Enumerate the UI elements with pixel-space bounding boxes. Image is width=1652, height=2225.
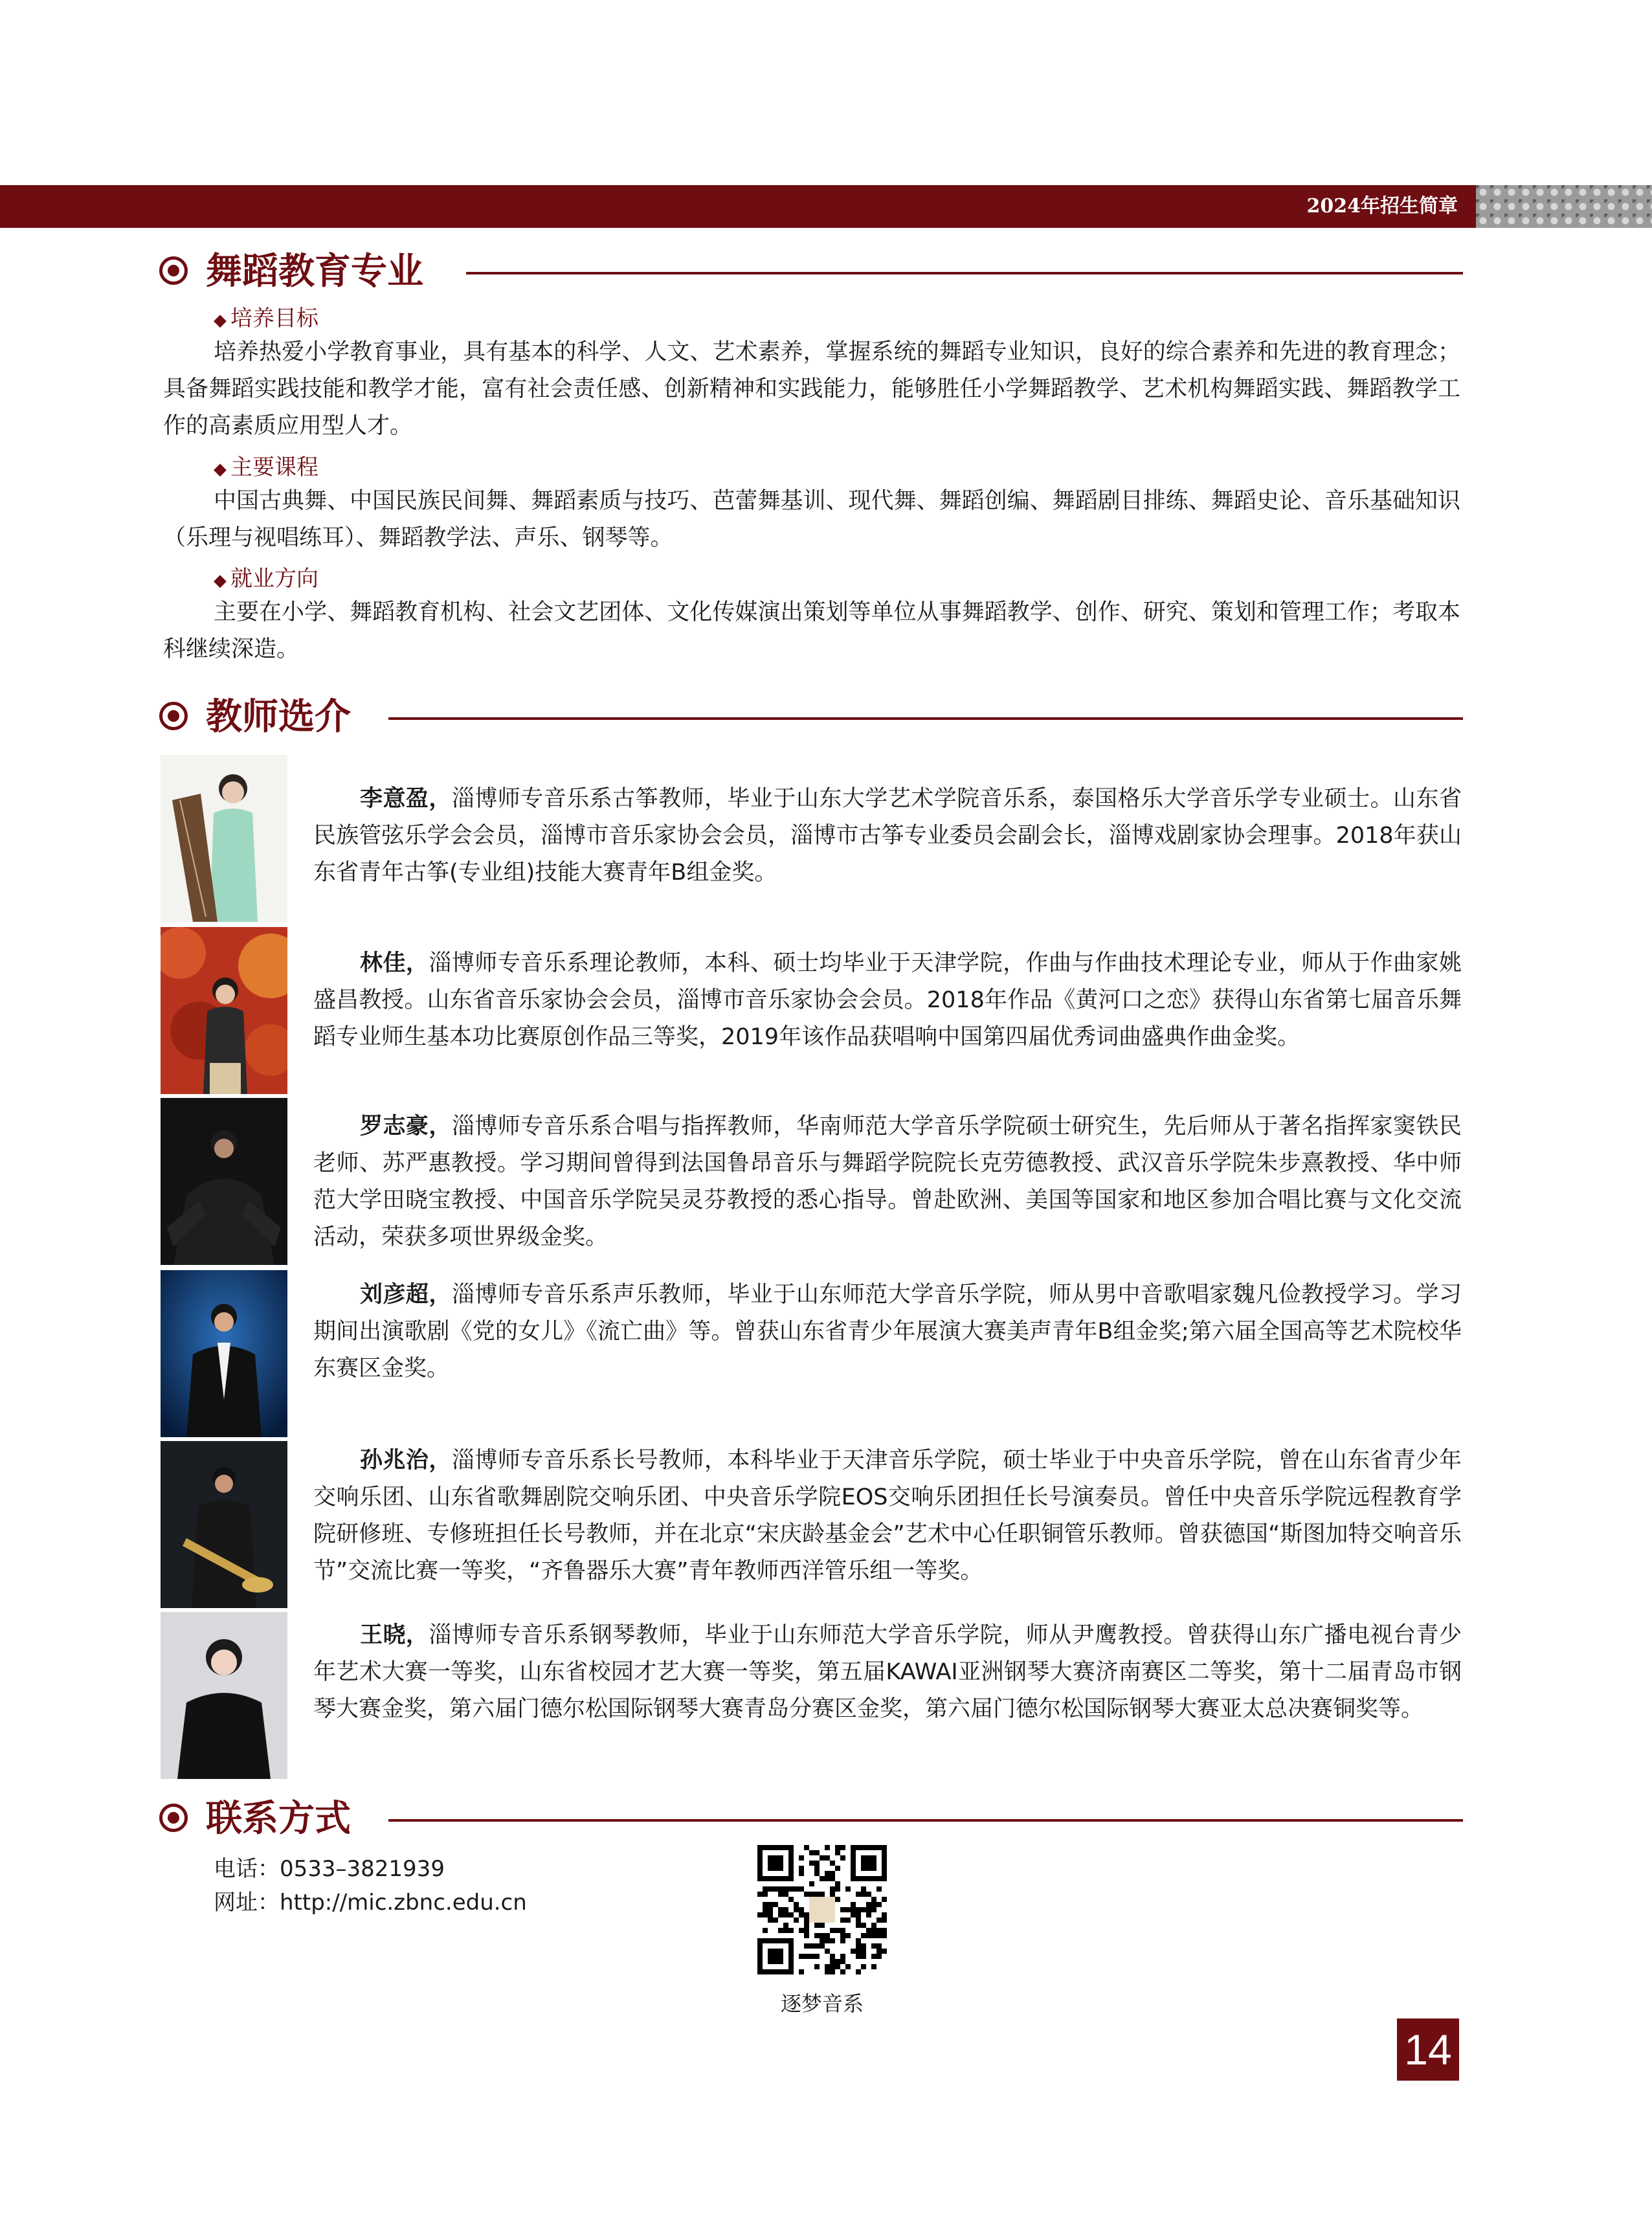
ring-bullet-icon [159, 702, 188, 730]
teacher-photo [161, 927, 287, 1094]
teacher-name: 王晓， [360, 1622, 429, 1648]
qr-caption: 逐梦音系 [780, 1991, 864, 2016]
teacher-name: 孙兆治， [360, 1448, 452, 1473]
goal-heading: ◆ 培养目标 [214, 306, 318, 331]
contact-phone: 电话：0533–3821939 [214, 1856, 445, 1882]
section-divider [388, 1819, 1463, 1822]
section-heading-dance [155, 249, 1463, 300]
header-pattern [1476, 185, 1652, 228]
page-number: 14 [1397, 2018, 1459, 2081]
diamond-icon: ◆ [214, 571, 227, 590]
ring-bullet-icon [159, 256, 188, 285]
teacher-bio: 孙兆治，淄博师专音乐系长号教师，本科毕业于天津音乐学院，硕士毕业于中央音乐学院，曾在山东省青少年交响乐团、山东省歌舞剧院交响乐团、中央音乐学院EOS交响乐团担任长号演奏员。曾任中央音乐学院远程教育学院研修班、专修班担任长号教师，并在北京“宋庆龄基金会”艺术中心任职铜管乐教师。曾获德国“斯图加特交响音乐节”交流比赛一等奖，“齐鲁器乐大赛”青年教师西洋管乐组一等奖。 [313, 1448, 1462, 1584]
diamond-icon: ◆ [214, 311, 227, 330]
goal-text: 培养热爱小学教育事业，具有基本的科学、人文、艺术素养，掌握系统的舞蹈专业知识，良好的综合素养和先进的教育理念；具备舞蹈实践技能和教学才能，富有社会责任感、创新精神和实践能力，能够胜任小学舞蹈教学、艺术机构舞蹈实践、舞蹈教学工作的高素质应用型人才。 [163, 339, 1460, 439]
section-title: 舞蹈教育专业 [206, 251, 423, 293]
teacher-bio: 林佳，淄博师专音乐系理论教师，本科、硕士均毕业于天津学院，作曲与作曲技术理论专业，师从于作曲家姚盛昌教授。山东省音乐家协会会员，淄博市音乐家协会会员。2018年作品《黄河口之恋》获得山东省第七届音乐舞蹈专业师生基本功比赛原创作品三等奖，2019年该作品获唱响中国第四届优秀词曲盛典作曲金奖。 [313, 950, 1462, 1050]
section-divider [466, 272, 1463, 274]
header-title: 2024年招生简章 [1306, 195, 1458, 218]
section-divider [388, 717, 1463, 720]
section-heading-contact [155, 1796, 1463, 1848]
teacher-photo [161, 1270, 287, 1437]
diamond-icon: ◆ [214, 460, 227, 479]
teacher-name: 刘彦超， [360, 1282, 452, 1308]
teacher-bio: 王晓，淄博师专音乐系钢琴教师，毕业于山东师范大学音乐学院，师从尹鹰教授。曾获得山东广播电视台青少年艺术大赛一等奖，山东省校园才艺大赛一等奖，第五届KAWAI亚洲钢琴大赛济南赛区二等奖，第十二届青岛市钢琴大赛金奖，第六届门德尔松国际钢琴大赛青岛分赛区金奖，第六届门德尔松国际钢琴大赛亚太总决赛铜奖等。 [313, 1622, 1462, 1722]
ring-bullet-icon [159, 1804, 188, 1832]
teacher-photo [161, 1098, 287, 1265]
career-heading: ◆ 就业方向 [214, 566, 318, 592]
teacher-photo [161, 755, 287, 922]
qr-code [757, 1845, 887, 1974]
teacher-name: 罗志豪， [360, 1113, 452, 1139]
teacher-photo [161, 1612, 287, 1779]
section-title: 联系方式 [206, 1798, 351, 1840]
teacher-photo [161, 1441, 287, 1608]
section-heading-teachers [155, 694, 1463, 746]
courses-text: 中国古典舞、中国民族民间舞、舞蹈素质与技巧、芭蕾舞基训、现代舞、舞蹈创编、舞蹈剧目排练、舞蹈史论、音乐基础知识（乐理与视唱练耳）、舞蹈教学法、声乐、钢琴等。 [163, 488, 1460, 551]
section-title: 教师选介 [206, 696, 351, 738]
teacher-name: 李意盈， [360, 786, 452, 812]
teacher-bio: 罗志豪，淄博师专音乐系合唱与指挥教师，华南师范大学音乐学院硕士研究生，先后师从于著名指挥家窦铁民老师、苏严惠教授。学习期间曾得到法国鲁昂音乐与舞蹈学院院长克劳德教授、武汉音乐学院朱步熹教授、华中师范大学田晓宝教授、中国音乐学院吴灵芬教授的悉心指导。曾赴欧洲、美国等国家和地区参加合唱比赛与文化交流活动，荣获多项世界级金奖。 [313, 1113, 1462, 1250]
teacher-name: 林佳， [360, 950, 429, 976]
contact-website[interactable]: 网址：http://mic.zbnc.edu.cn [214, 1890, 527, 1916]
teacher-bio: 刘彦超，淄博师专音乐系声乐教师，毕业于山东师范大学音乐学院，师从男中音歌唱家魏凡俭教授学习。学习期间出演歌剧《党的女儿》《流亡曲》等。曾获山东省青少年展演大赛美声青年B组金奖;第六届全国高等艺术院校华东赛区金奖。 [313, 1282, 1462, 1381]
career-text: 主要在小学、舞蹈教育机构、社会文艺团体、文化传媒演出策划等单位从事舞蹈教学、创作、研究、策划和管理工作；考取本科继续深造。 [163, 599, 1460, 662]
courses-heading: ◆ 主要课程 [214, 454, 318, 480]
teacher-bio: 李意盈，淄博师专音乐系古筝教师，毕业于山东大学艺术学院音乐系，泰国格乐大学音乐学专业硕士。山东省民族管弦乐学会会员，淄博市音乐家协会会员，淄博市古筝专业委员会副会长，淄博戏剧家协会理事。2018年获山东省青年古筝(专业组)技能大赛青年B组金奖。 [313, 786, 1462, 886]
